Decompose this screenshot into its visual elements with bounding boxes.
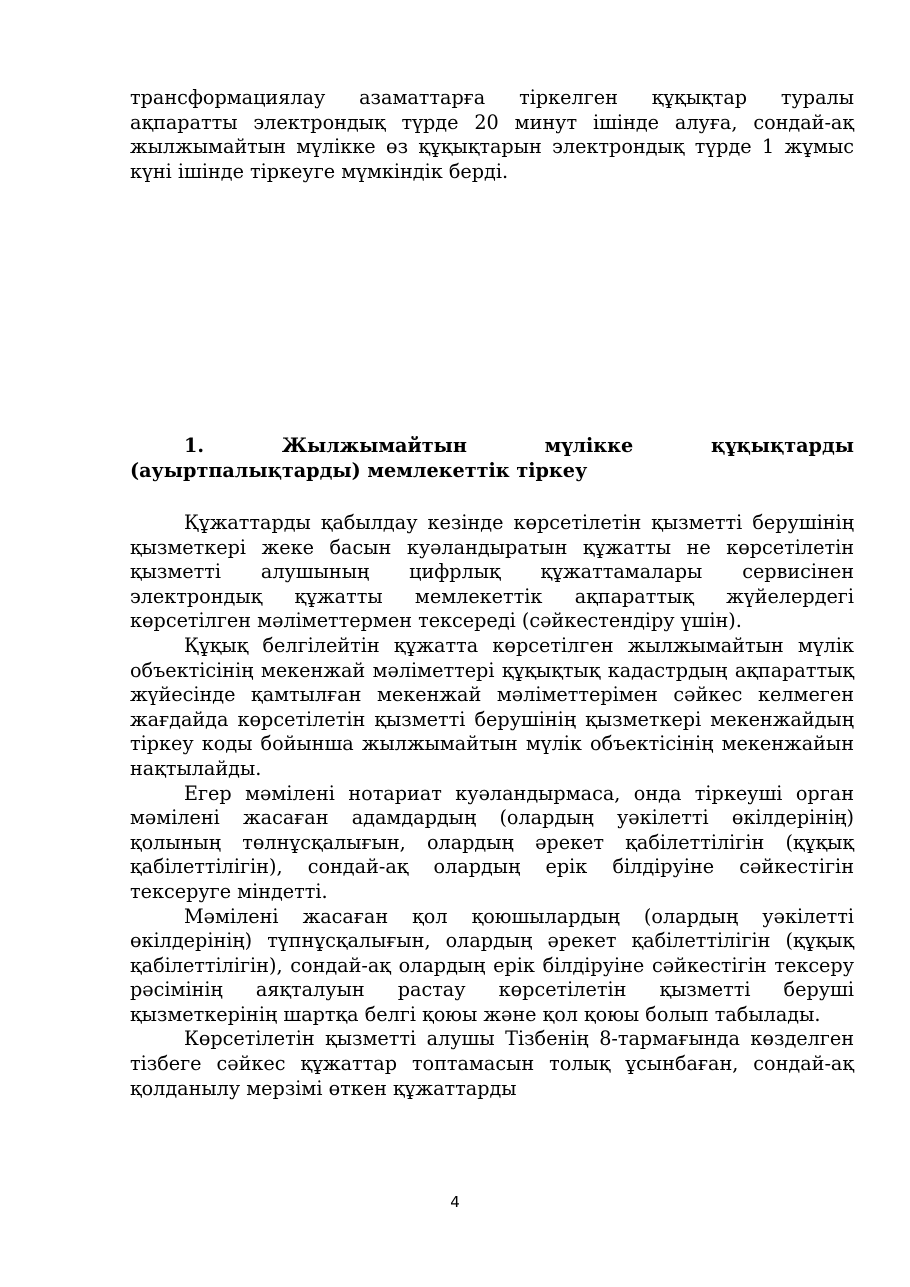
page-number: 4 — [450, 1193, 460, 1211]
document-page — [130, 86, 854, 1100]
body-paragraph-4: Мәмілені жасаған қол қоюшылардың (олардың уәкілетті өкілдерінің) түпнұсқалығын, олардың әрекет қабілеттілігін (құқық қабілеттілігін), сондай-ақ олардың ерік білдіруіне сәйкестігін тексеру рәсімінің аяқталуын растау көрсетілетін қызметті беруші қызметкерінің шартқа белгі қоюы және қол қоюы болып табылады. — [130, 904, 854, 1026]
body-paragraph-5: Көрсетілетін қызметті алушы Тізбенің 8-тармағында көзделген тізбеге сәйкес құжаттар топтамасын толық ұсынбаған, сондай-ақ қолданылу мерзімі өткен құжаттарды — [130, 1027, 854, 1100]
body-paragraph-3: Егер мәмілені нотариат куәландырмаса, онда тіркеуші орган мәмілені жасаған адамдардың (олардың уәкілетті өкілдерінің) қолының төлнұсқалығын, олардың әрекет қабілеттілігін (құқық қабілеттілігін), сондай-ақ олардың ерік білдіруіне сәйкестігін тексеруге міндетті. — [130, 781, 854, 903]
body-paragraph-2: Құқық белгілейтін құжатта көрсетілген жылжымайтын мүлік объектісінің мекенжай мәліметтері құқықтық кадастрдың ақпараттық жүйесінде қамтылған мекенжай мәліметтерімен сәйкес келмеген жағдайда көрсетілетін қызметті берушінің қызметкері мекенжайдың тіркеу коды бойынша жылжымайтын мүлік объектісінің мекенжайын нақтылайды. — [130, 633, 854, 780]
body-paragraph-1: Құжаттарды қабылдау кезінде көрсетілетін қызметті берушінің қызметкері жеке басын куәландыратын құжатты не көрсетілетін қызметті алушының цифрлық құжаттамалары сервисінен электрондық құжатты мемлекеттік ақпараттық жүйелердегі көрсетілген мәліметтермен тексереді (сәйкестендіру үшін). — [130, 511, 854, 633]
section-heading: 1. Жылжымайтын мүлікке құқықтарды (ауыртпалықтарды) мемлекеттік тіркеу — [130, 434, 854, 482]
intro-paragraph: трансформациялау азаматтарға тіркелген құқықтар туралы ақпаратты электрондық түрде 20 минут ішінде алуға, сондай-ақ жылжымайтын мүлікке өз құқықтарын электрондық түрде 1 жұмыс күні ішінде тіркеуге мүмкіндік берді. — [130, 86, 854, 183]
section-body — [130, 511, 854, 1101]
